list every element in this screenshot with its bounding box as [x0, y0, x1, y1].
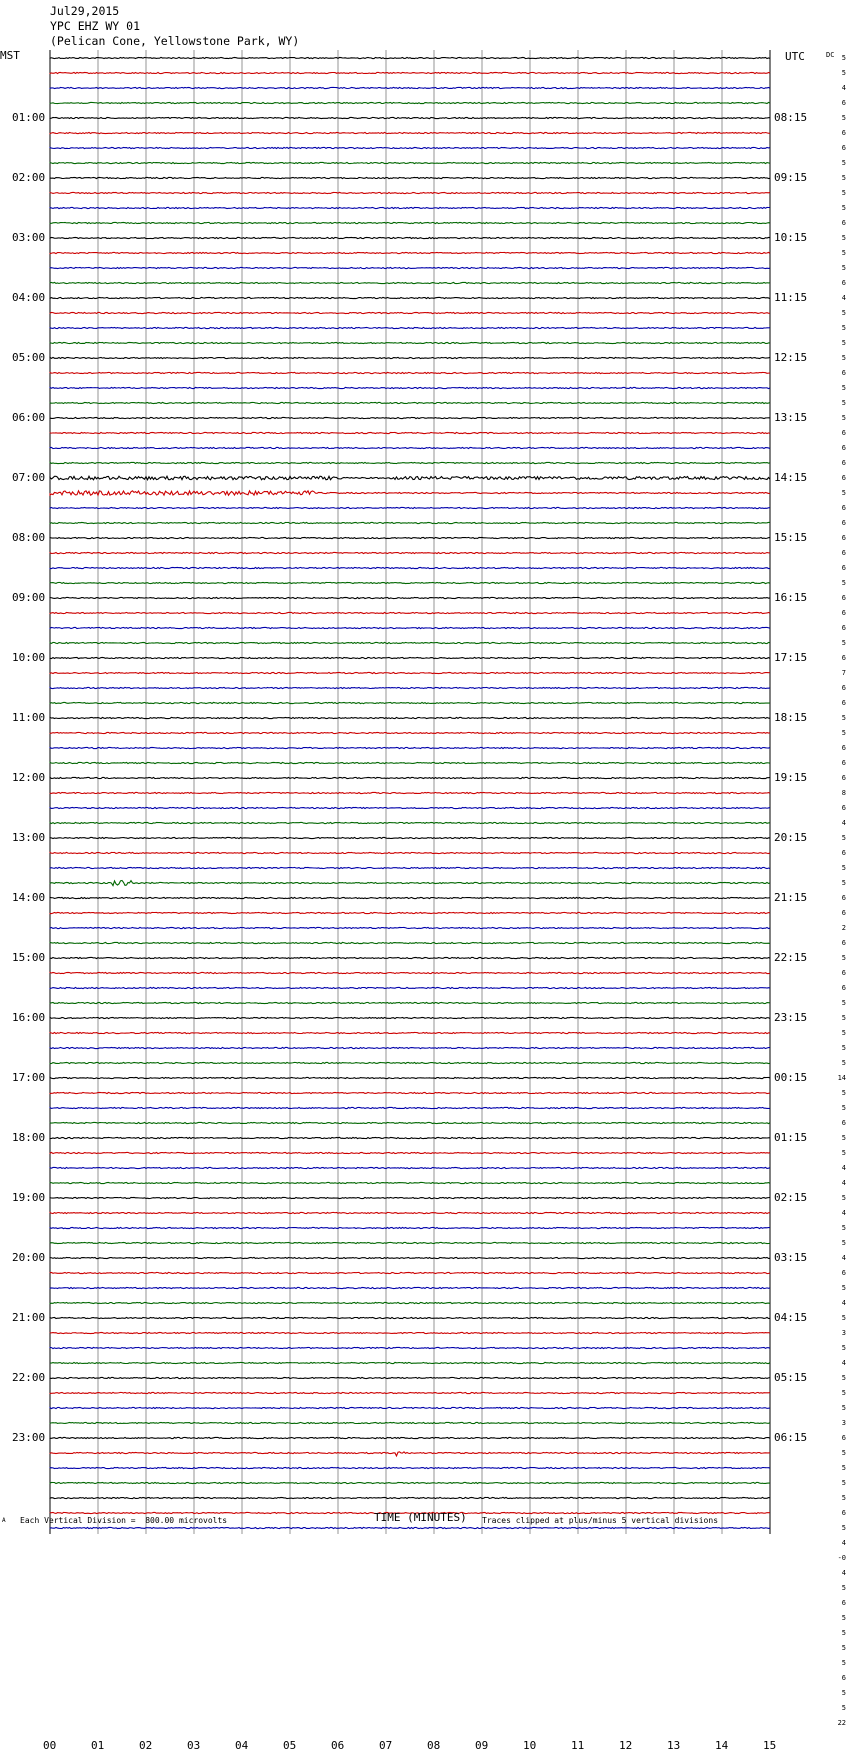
left-hour-label: 11:00	[12, 711, 46, 724]
dc-offset-label: 6	[841, 594, 846, 602]
dc-offset-label: 5	[841, 384, 846, 392]
seismic-trace	[50, 1407, 770, 1408]
dc-offset-label: 5	[841, 1614, 846, 1622]
dc-offset-label: 5	[841, 1629, 846, 1637]
right-hour-label: 04:15	[774, 1311, 808, 1324]
seismic-trace	[50, 657, 770, 658]
right-hour-label: 18:15	[774, 711, 808, 724]
dc-offset-label: 5	[841, 1134, 846, 1142]
seismic-trace	[50, 1392, 770, 1393]
seismic-trace	[50, 1182, 770, 1183]
right-hour-label: 10:15	[774, 231, 808, 244]
dc-offset-label: 5	[841, 864, 846, 872]
dc-offset-label: 5	[841, 1464, 846, 1472]
dc-offset-label: 6	[841, 804, 846, 812]
x-tick-label: 01	[91, 1739, 105, 1752]
dc-offset-label: 5	[841, 1089, 846, 1097]
seismic-trace	[50, 1497, 770, 1498]
dc-offset-label: 4	[841, 1179, 846, 1187]
dc-offset-label: 5	[841, 1704, 846, 1712]
right-hour-label: 12:15	[774, 351, 808, 364]
seismic-trace	[50, 327, 770, 328]
seismic-trace	[50, 1527, 770, 1528]
seismic-trace	[50, 612, 770, 613]
dc-offset-label: 5	[841, 234, 846, 242]
left-hour-label: 13:00	[12, 831, 46, 844]
seismic-trace	[50, 582, 770, 583]
right-hour-label: 16:15	[774, 591, 808, 604]
dc-offset-label: 5	[841, 1149, 846, 1157]
left-hour-label: 04:00	[12, 291, 46, 304]
seismic-trace	[50, 162, 770, 163]
seismic-trace	[50, 837, 770, 838]
seismic-trace	[50, 357, 770, 358]
dc-offset-label: 6	[841, 1434, 846, 1442]
dc-offset-label: 5	[841, 954, 846, 962]
seismic-trace	[50, 1317, 770, 1318]
right-hour-label: 13:15	[774, 411, 808, 424]
dc-offset-label: 6	[841, 969, 846, 977]
seismic-trace	[50, 72, 770, 73]
dc-offset-label: 6	[841, 219, 846, 227]
dc-offset-label: 2	[841, 924, 846, 932]
x-axis-title: TIME (MINUTES)	[374, 1511, 467, 1524]
dc-offset-label: 4	[841, 84, 846, 92]
x-tick-label: 11	[571, 1739, 585, 1752]
seismic-trace	[50, 1032, 770, 1033]
dc-offset-label: 5	[841, 1014, 846, 1022]
seismic-trace	[50, 732, 770, 733]
seismic-trace	[50, 927, 770, 928]
seismic-trace	[50, 972, 770, 973]
seismic-trace	[50, 807, 770, 808]
seismic-trace	[50, 177, 770, 178]
seismic-trace	[50, 1347, 770, 1348]
seismic-trace	[50, 1227, 770, 1228]
x-tick-label: 08	[427, 1739, 441, 1752]
seismic-trace	[50, 1437, 770, 1438]
dc-offset-label: 6	[841, 1674, 846, 1682]
left-hour-label: 08:00	[12, 531, 46, 544]
x-tick-label: 07	[379, 1739, 393, 1752]
left-hour-label: 22:00	[12, 1371, 46, 1384]
x-tick-label: 15	[763, 1739, 777, 1752]
x-tick-label: 03	[187, 1739, 201, 1752]
dc-offset-label: 5	[841, 489, 846, 497]
seismic-trace	[50, 1167, 770, 1168]
dc-offset-label: 6	[841, 474, 846, 482]
dc-offset-label: 5	[841, 834, 846, 842]
seismic-trace	[50, 507, 770, 508]
x-tick-label: 09	[475, 1739, 489, 1752]
seismic-trace	[50, 627, 770, 628]
dc-offset-label: 6	[841, 654, 846, 662]
seismic-trace	[50, 1062, 770, 1063]
seismic-trace	[50, 267, 770, 268]
dc-offset-label: 6	[841, 564, 846, 572]
dc-offset-label: 5	[841, 324, 846, 332]
seismic-trace	[50, 1212, 770, 1213]
seismic-trace	[50, 1332, 770, 1333]
seismic-trace	[50, 672, 770, 673]
seismic-trace	[50, 387, 770, 388]
seismic-trace	[50, 1452, 770, 1456]
left-hour-label: 18:00	[12, 1131, 46, 1144]
dc-offset-label: 5	[841, 1449, 846, 1457]
left-hour-label: 05:00	[12, 351, 46, 364]
dc-offset-label: -0	[837, 1554, 846, 1562]
right-hour-label: 06:15	[774, 1431, 808, 1444]
dc-offset-label: 5	[841, 309, 846, 317]
dc-offset-label: 5	[841, 879, 846, 887]
seismic-trace	[50, 312, 770, 313]
dc-offset-label: 5	[841, 579, 846, 587]
seismic-trace	[50, 1047, 770, 1048]
dc-offset-label: 4	[841, 1254, 846, 1262]
left-hour-label: 16:00	[12, 1011, 46, 1024]
dc-offset-label: 6	[841, 939, 846, 947]
seismic-trace	[50, 1287, 770, 1288]
seismic-trace	[50, 147, 770, 148]
dc-offset-label: 5	[841, 1059, 846, 1067]
dc-offset-label: 5	[841, 1689, 846, 1697]
seismic-trace	[50, 237, 770, 238]
seismic-trace	[50, 702, 770, 703]
seismic-trace	[50, 297, 770, 298]
seismic-trace	[50, 822, 770, 823]
seismic-trace	[50, 867, 770, 868]
dc-offset-label: 5	[841, 1044, 846, 1052]
dc-offset-label: 5	[841, 399, 846, 407]
seismic-trace	[50, 717, 770, 718]
x-tick-label: 13	[667, 1739, 681, 1752]
right-hour-label: 19:15	[774, 771, 808, 784]
left-hour-label: 21:00	[12, 1311, 46, 1324]
dc-offset-label: 6	[841, 549, 846, 557]
seismic-trace	[50, 1017, 770, 1018]
dc-offset-label: 5	[841, 1314, 846, 1322]
seismic-trace	[50, 987, 770, 988]
record-date: Jul29,2015	[50, 4, 120, 18]
dc-offset-label: 6	[841, 744, 846, 752]
dc-offset-label: 4	[841, 1209, 846, 1217]
dc-offset-label: 6	[841, 759, 846, 767]
dc-offset-label: 5	[841, 1494, 846, 1502]
seismic-trace	[50, 942, 770, 943]
seismic-trace	[50, 1467, 770, 1468]
dc-offset-label: 6	[841, 909, 846, 917]
dc-offset-label: 5	[841, 1224, 846, 1232]
right-hour-label: 00:15	[774, 1071, 808, 1084]
x-tick-label: 05	[283, 1739, 297, 1752]
seismic-trace	[50, 402, 770, 403]
dc-offset-label: 4	[841, 1359, 846, 1367]
seismic-trace	[50, 117, 770, 118]
scale-note: Each Vertical Division = 800.00 microvolts	[20, 1516, 228, 1525]
dc-offset-label: 5	[841, 1524, 846, 1532]
dc-offset-label: 22	[837, 1719, 846, 1727]
left-hour-label: 03:00	[12, 231, 46, 244]
dc-offset-label: 5	[841, 114, 846, 122]
seismic-trace	[50, 342, 770, 343]
dc-offset-label: 5	[841, 1374, 846, 1382]
x-tick-label: 04	[235, 1739, 249, 1752]
dc-offset-label: 6	[841, 609, 846, 617]
dc-offset-label: 6	[841, 1509, 846, 1517]
seismic-trace	[50, 1302, 770, 1303]
seismic-trace	[50, 1077, 770, 1078]
dc-offset-label: 5	[841, 639, 846, 647]
seismic-trace	[50, 880, 770, 885]
dc-offset-label: 6	[841, 534, 846, 542]
right-hour-label: 08:15	[774, 111, 808, 124]
seismic-trace	[50, 476, 770, 480]
right-hour-label: 05:15	[774, 1371, 808, 1384]
seismic-trace	[50, 87, 770, 88]
seismic-trace	[50, 1107, 770, 1108]
dc-offset-label: 5	[841, 54, 846, 62]
seismic-trace	[50, 417, 770, 418]
left-hour-label: 19:00	[12, 1191, 46, 1204]
seismic-trace	[50, 252, 770, 253]
seismic-trace	[50, 957, 770, 958]
dc-offset-label: 5	[841, 1659, 846, 1667]
dc-offset-label: 5	[841, 1344, 846, 1352]
right-hour-label: 14:15	[774, 471, 808, 484]
left-hour-label: 12:00	[12, 771, 46, 784]
dc-offset-label: 6	[841, 849, 846, 857]
left-hour-label: 07:00	[12, 471, 46, 484]
seismic-trace	[50, 372, 770, 373]
right-hour-label: 01:15	[774, 1131, 808, 1144]
seismic-trace	[50, 102, 770, 103]
dc-offset-label: 6	[841, 1119, 846, 1127]
dc-offset-label: 6	[841, 99, 846, 107]
dc-offset-label: 5	[841, 249, 846, 257]
dc-offset-label: 5	[841, 1389, 846, 1397]
left-hour-label: 23:00	[12, 1431, 46, 1444]
dc-offset-label: 5	[841, 339, 846, 347]
seismic-trace	[50, 1272, 770, 1273]
seismic-trace	[50, 222, 770, 223]
dc-offset-label: 3	[841, 1419, 846, 1427]
seismic-trace	[50, 687, 770, 688]
dc-offset-label: 5	[841, 204, 846, 212]
left-hour-label: 09:00	[12, 591, 46, 604]
seismic-trace	[50, 777, 770, 778]
clip-note: Traces clipped at plus/minus 5 vertical divisions	[482, 1516, 719, 1525]
dc-offset-label: 6	[841, 684, 846, 692]
dc-offset-label: 8	[841, 789, 846, 797]
dc-offset-label: 5	[841, 1029, 846, 1037]
dc-offset-label: 4	[841, 294, 846, 302]
seismic-trace	[50, 1377, 770, 1378]
seismic-trace	[50, 1122, 770, 1123]
dc-offset-label: 5	[841, 174, 846, 182]
right-hour-label: 21:15	[774, 891, 808, 904]
seismic-trace	[50, 1152, 770, 1153]
left-hour-label: 01:00	[12, 111, 46, 124]
dc-offset-label: 5	[841, 1284, 846, 1292]
dc-offset-label: 3	[841, 1329, 846, 1337]
seismic-trace	[50, 57, 770, 58]
dc-offset-label: 14	[837, 1074, 846, 1082]
seismic-trace	[50, 1242, 770, 1243]
station-id: YPC EHZ WY 01	[50, 19, 141, 33]
dc-offset-label: 5	[841, 999, 846, 1007]
dc-offset-label: 6	[841, 1269, 846, 1277]
left-hour-label: 10:00	[12, 651, 46, 664]
seismic-trace	[50, 597, 770, 598]
dc-offset-label: 7	[841, 669, 846, 677]
seismic-trace	[50, 747, 770, 748]
right-hour-label: 03:15	[774, 1251, 808, 1264]
dc-offset-label: 5	[841, 159, 846, 167]
left-hour-label: 02:00	[12, 171, 46, 184]
seismic-trace	[50, 792, 770, 793]
dc-offset-label: 5	[841, 1644, 846, 1652]
dc-offset-label: 5	[841, 1239, 846, 1247]
dc-offset-label: 6	[841, 984, 846, 992]
dc-offset-label: 5	[841, 729, 846, 737]
right-hour-label: 20:15	[774, 831, 808, 844]
seismic-trace	[50, 192, 770, 193]
dc-offset-label: 5	[841, 1104, 846, 1112]
right-hour-label: 23:15	[774, 1011, 808, 1024]
left-hour-label: 14:00	[12, 891, 46, 904]
seismic-trace	[50, 447, 770, 448]
dc-offset-label: 6	[841, 519, 846, 527]
seismic-trace	[50, 762, 770, 763]
dc-offset-label: 6	[841, 894, 846, 902]
seismic-trace	[50, 1422, 770, 1423]
x-tick-label: 02	[139, 1739, 153, 1752]
dc-offset-label: 4	[841, 1299, 846, 1307]
x-tick-label: 10	[523, 1739, 537, 1752]
dc-offset-label: 6	[841, 429, 846, 437]
left-hour-label: 20:00	[12, 1251, 46, 1264]
dc-offset-label: 5	[841, 264, 846, 272]
dc-offset-label: 6	[841, 459, 846, 467]
x-tick-label: 06	[331, 1739, 345, 1752]
dc-label: DC	[826, 51, 835, 59]
right-hour-label: 17:15	[774, 651, 808, 664]
seismic-trace	[50, 642, 770, 643]
seismic-trace	[50, 132, 770, 133]
x-tick-label: 12	[619, 1739, 633, 1752]
right-timezone-label: UTC	[785, 50, 805, 63]
seismic-trace	[50, 1482, 770, 1483]
dc-offset-label: 6	[841, 144, 846, 152]
left-hour-label: 06:00	[12, 411, 46, 424]
seismic-trace	[50, 897, 770, 898]
seismic-trace	[50, 462, 770, 463]
dc-offset-label: 5	[841, 354, 846, 362]
left-hour-label: 17:00	[12, 1071, 46, 1084]
seismic-trace	[50, 207, 770, 208]
x-tick-label: 14	[715, 1739, 729, 1752]
dc-offset-label: 6	[841, 624, 846, 632]
dc-offset-label: 5	[841, 69, 846, 77]
dc-offset-label: 5	[841, 714, 846, 722]
seismic-trace	[50, 432, 770, 433]
seismic-trace	[50, 552, 770, 553]
station-location: (Pelican Cone, Yellowstone Park, WY)	[50, 34, 300, 48]
left-hour-label: 15:00	[12, 951, 46, 964]
dc-offset-label: 4	[841, 1539, 846, 1547]
right-hour-label: 22:15	[774, 951, 808, 964]
dc-offset-label: 4	[841, 1569, 846, 1577]
seismic-trace	[50, 1092, 770, 1093]
seismic-trace	[50, 282, 770, 283]
seismic-trace	[50, 852, 770, 853]
dc-offset-label: 6	[841, 774, 846, 782]
dc-offset-label: 6	[841, 369, 846, 377]
seismic-trace	[50, 1197, 770, 1198]
dc-offset-label: 6	[841, 279, 846, 287]
dc-offset-label: 6	[841, 504, 846, 512]
dc-offset-label: 6	[841, 129, 846, 137]
dc-offset-label: 5	[841, 1194, 846, 1202]
dc-offset-label: 6	[841, 444, 846, 452]
dc-offset-label: 5	[841, 1404, 846, 1412]
right-hour-label: 09:15	[774, 171, 808, 184]
seismic-trace	[50, 912, 770, 913]
seismic-trace	[50, 1002, 770, 1003]
right-hour-label: 15:15	[774, 531, 808, 544]
seismic-trace	[50, 1362, 770, 1363]
dc-offset-label: 4	[841, 1164, 846, 1172]
right-hour-label: 02:15	[774, 1191, 808, 1204]
dc-offset-label: 6	[841, 699, 846, 707]
left-timezone-label: MST	[0, 49, 20, 62]
seismic-trace	[50, 567, 770, 568]
scale-mark: A	[2, 1517, 6, 1524]
seismic-trace	[50, 1137, 770, 1138]
dc-offset-label: 6	[841, 1599, 846, 1607]
dc-offset-label: 4	[841, 819, 846, 827]
seismic-trace	[50, 491, 770, 495]
seismic-trace	[50, 522, 770, 523]
seismic-trace	[50, 537, 770, 538]
right-hour-label: 11:15	[774, 291, 808, 304]
seismic-trace	[50, 1257, 770, 1258]
dc-offset-label: 5	[841, 189, 846, 197]
dc-offset-label: 5	[841, 414, 846, 422]
x-tick-label: 00	[43, 1739, 57, 1752]
dc-offset-label: 5	[841, 1479, 846, 1487]
dc-offset-label: 5	[841, 1584, 846, 1592]
